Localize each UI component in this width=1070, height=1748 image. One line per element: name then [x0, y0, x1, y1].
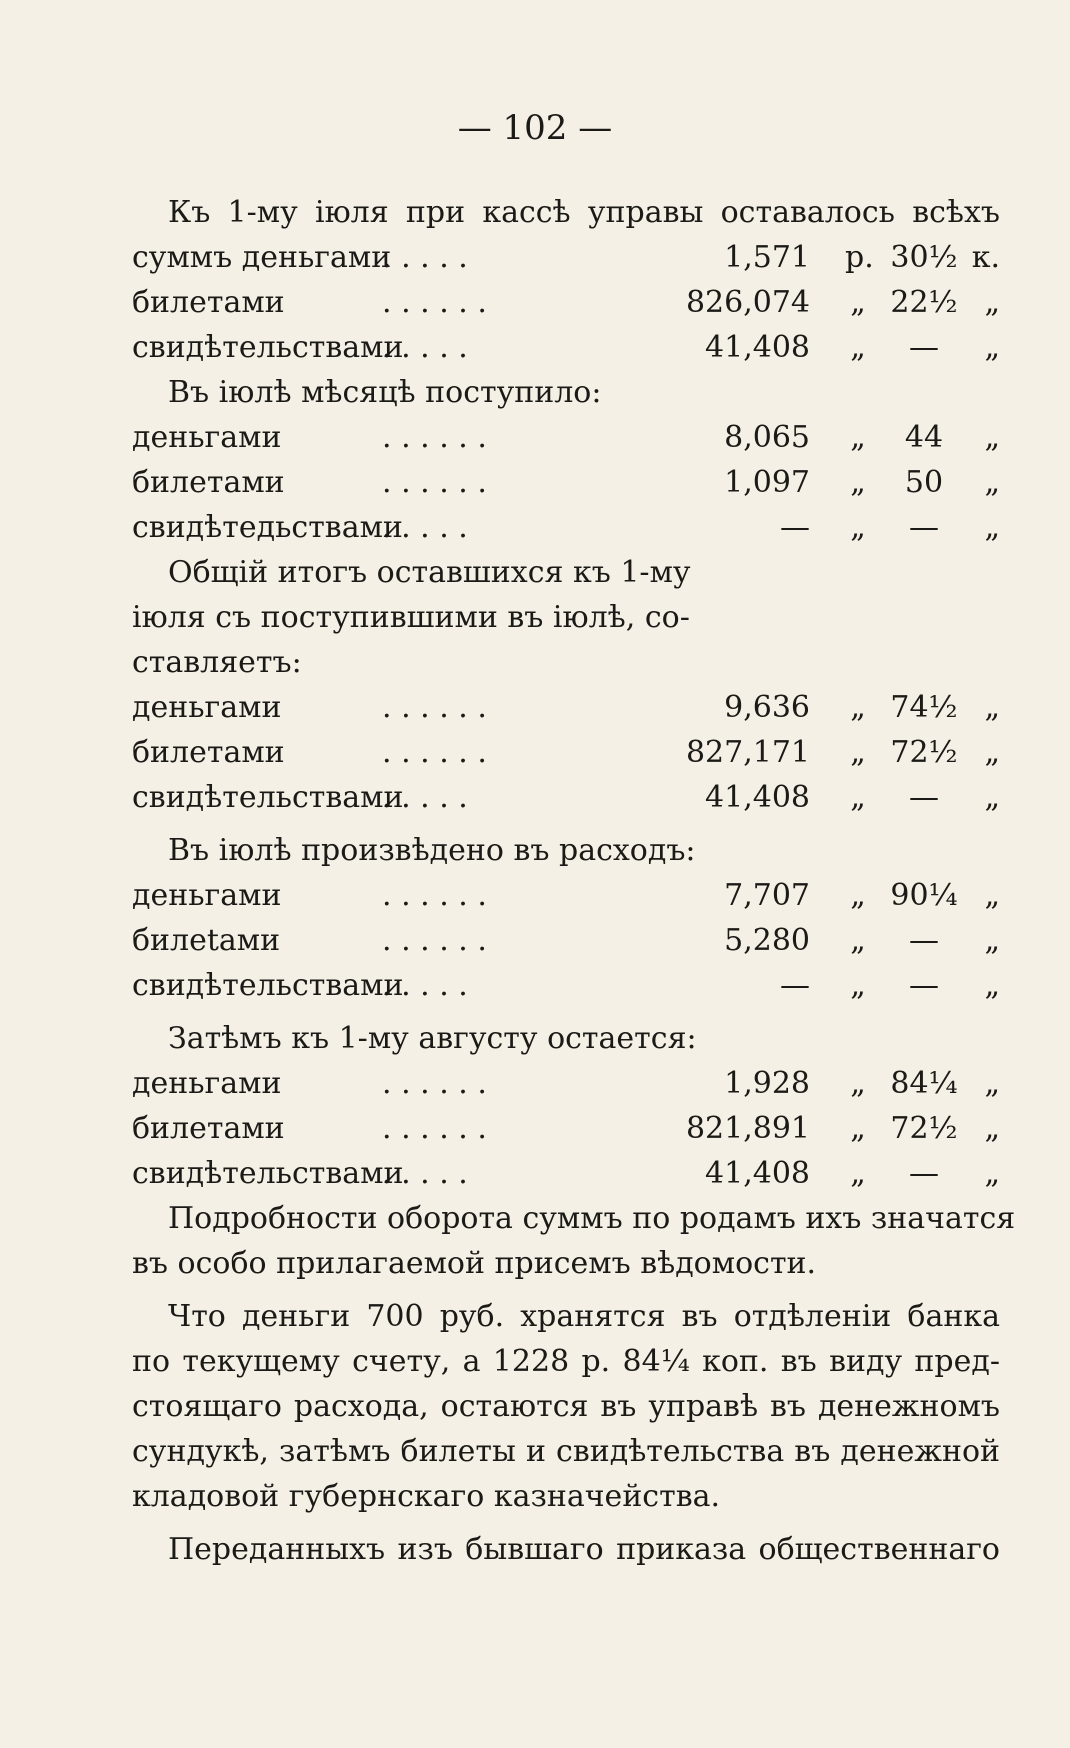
paragraph-line: по текущему счету, а 1228 р. 84¼ коп. въ виду пред- [132, 1344, 1000, 1379]
ledger-row [132, 325, 1000, 370]
spacer [132, 1286, 1000, 1294]
row-dots: . . . . . . [382, 420, 487, 455]
row-dots: . . . . . . [382, 285, 487, 320]
row-unit-2: „ [984, 923, 1000, 958]
row-amount: 821,891 [685, 1111, 810, 1146]
row-unit-2: „ [984, 1156, 1000, 1191]
row-amount: — [780, 968, 810, 1003]
row-kopecks: 72½ [890, 1111, 958, 1146]
section-heading-total: Общій итогъ оставшихся къ 1-му [168, 555, 691, 590]
row-unit: „ [850, 1111, 866, 1146]
row-amount: 1,571 [724, 240, 810, 275]
row-unit: „ [850, 780, 866, 815]
section-heading-remaining: Затѣмъ къ 1-му августу остается: [168, 1021, 697, 1056]
block-total [132, 685, 1000, 820]
row-unit: „ [850, 690, 866, 725]
row-amount: 1,097 [724, 465, 810, 500]
block-remaining-aug1 [132, 1061, 1000, 1196]
row-unit-2: „ [984, 968, 1000, 1003]
paragraph-transferred [132, 1527, 1000, 1572]
row-unit-2: к. [971, 240, 1000, 275]
row-unit-2: „ [984, 1066, 1000, 1101]
section-heading-total-cont: іюля съ поступившими въ іюлѣ, со- [132, 600, 690, 635]
row-unit: „ [850, 1156, 866, 1191]
paragraph-line: Подробности оборота суммъ по родамъ ихъ значатся [168, 1201, 1016, 1236]
row-label: свидѣтедьствами [132, 510, 403, 545]
row-amount: 7,707 [724, 878, 810, 913]
row-dots: . . . . . . [382, 690, 487, 725]
row-unit: „ [850, 330, 866, 365]
row-label: свидѣтельствами [132, 780, 404, 815]
spacer [132, 1519, 1000, 1527]
row-dots: . . . . . [382, 780, 468, 815]
row-unit: „ [850, 465, 866, 500]
section-heading-expense: Въ іюлѣ произвѣдено въ расходъ: [168, 833, 696, 868]
row-unit-2: „ [984, 330, 1000, 365]
ledger-row [132, 415, 1000, 460]
row-unit: „ [850, 420, 866, 455]
row-label: суммъ деньгами [132, 240, 392, 275]
paragraph-line: Что деньги 700 руб. хранятся въ отдѣленіи банка [168, 1299, 1000, 1334]
row-kopecks: — [909, 968, 939, 1003]
row-unit-2: „ [984, 690, 1000, 725]
page-number: — 102 — [457, 108, 613, 148]
row-label: билеtами [132, 923, 281, 958]
row-kopecks: 90¼ [890, 878, 958, 913]
row-amount: 41,408 [705, 1156, 810, 1191]
row-unit-2: „ [984, 878, 1000, 913]
row-dots: . . . . . . [382, 735, 487, 770]
paragraph-storage [132, 1294, 1000, 1519]
row-unit: „ [850, 968, 866, 1003]
section-heading-received: Въ іюлѣ мѣсяцѣ поступило: [168, 375, 602, 410]
row-kopecks: — [909, 330, 939, 365]
ledger-row [132, 730, 1000, 775]
row-dots: . . . . . . [382, 1066, 487, 1101]
intro-line: Къ 1-му іюля при кассѣ управы оставалось всѣхъ [168, 195, 1000, 230]
row-label: деньгами [132, 690, 282, 725]
row-unit: „ [850, 285, 866, 320]
ledger-row [132, 873, 1000, 918]
row-dots: . . . . . [382, 240, 468, 275]
row-dots: . . . . . [382, 510, 468, 545]
ledger-row [132, 505, 1000, 550]
row-label: деньгами [132, 420, 282, 455]
paragraph-line: въ особо прилагаемой присемъ вѣдомости. [132, 1246, 817, 1281]
section-heading-total-cont: ставляетъ: [132, 645, 302, 680]
row-unit: р. [845, 240, 874, 275]
row-kopecks: — [909, 510, 939, 545]
row-unit: „ [850, 878, 866, 913]
row-amount: 1,928 [724, 1066, 810, 1101]
row-kopecks: 50 [904, 465, 944, 500]
row-amount: 826,074 [685, 285, 810, 320]
row-label: деньгами [132, 878, 282, 913]
row-dots: . . . . . . [382, 878, 487, 913]
row-unit-2: „ [984, 735, 1000, 770]
block-expense-july [132, 873, 1000, 1008]
ledger-row [132, 1106, 1000, 1151]
ledger-row [132, 1061, 1000, 1106]
row-dots: . . . . . [382, 1156, 468, 1191]
ledger-row [132, 918, 1000, 963]
row-kopecks: 84¼ [890, 1066, 958, 1101]
row-amount: 8,065 [724, 420, 810, 455]
row-dots: . . . . . [382, 330, 468, 365]
paragraph-line: стоящаго расхода, остаются въ управѣ въ денежномъ [132, 1389, 1000, 1424]
row-unit-2: „ [984, 510, 1000, 545]
block-balance-july1 [132, 235, 1000, 370]
block-received-july [132, 415, 1000, 550]
row-dots: . . . . . [382, 968, 468, 1003]
ledger-row [132, 460, 1000, 505]
row-label: билетами [132, 1111, 285, 1146]
row-unit-2: „ [984, 285, 1000, 320]
ledger-row [132, 280, 1000, 325]
row-label: деньгами [132, 1066, 282, 1101]
row-dots: . . . . . . [382, 465, 487, 500]
paragraph-line: Переданныхъ изъ бывшаго приказа общественнаго [168, 1532, 1000, 1567]
row-unit-2: „ [984, 1111, 1000, 1146]
ledger-row [132, 963, 1000, 1008]
row-unit: „ [850, 735, 866, 770]
row-kopecks: 22½ [890, 285, 958, 320]
paragraph-line: сундукѣ, затѣмъ билеты и свидѣтельства въ денежной [132, 1434, 1000, 1469]
row-amount: 5,280 [724, 923, 810, 958]
row-kopecks: — [909, 780, 939, 815]
text-column [132, 190, 1016, 1572]
row-unit: „ [850, 1066, 866, 1101]
ledger-row [132, 685, 1000, 730]
row-label: билетами [132, 465, 285, 500]
row-dots: . . . . . . [382, 1111, 487, 1146]
spacer [132, 1008, 1000, 1016]
row-kopecks: 44 [904, 420, 944, 455]
row-label: свидѣтельствами [132, 1156, 404, 1191]
row-amount: 9,636 [724, 690, 810, 725]
ledger-row [132, 775, 1000, 820]
row-kopecks: 74½ [890, 690, 958, 725]
ledger-row [132, 235, 1000, 280]
row-unit-2: „ [984, 420, 1000, 455]
paragraph-line: кладовой губернскаго казначейства. [132, 1479, 721, 1514]
row-amount: 827,171 [685, 735, 810, 770]
row-unit-2: „ [984, 780, 1000, 815]
row-unit: „ [850, 510, 866, 545]
row-dots: . . . . . . [382, 923, 487, 958]
spacer [132, 820, 1000, 828]
row-label: билетами [132, 735, 285, 770]
row-amount: 41,408 [705, 330, 810, 365]
row-label: свидѣтельствами [132, 968, 404, 1003]
row-amount: 41,408 [705, 780, 810, 815]
row-kopecks: 72½ [890, 735, 958, 770]
paragraph-details [132, 1196, 1016, 1286]
row-kopecks: — [909, 1156, 939, 1191]
row-amount: — [780, 510, 810, 545]
row-label: свидѣтельствами [132, 330, 404, 365]
row-kopecks: 30½ [890, 240, 958, 275]
row-kopecks: — [909, 923, 939, 958]
ledger-row [132, 1151, 1000, 1196]
row-unit: „ [850, 923, 866, 958]
row-unit-2: „ [984, 465, 1000, 500]
row-label: билетами [132, 285, 285, 320]
